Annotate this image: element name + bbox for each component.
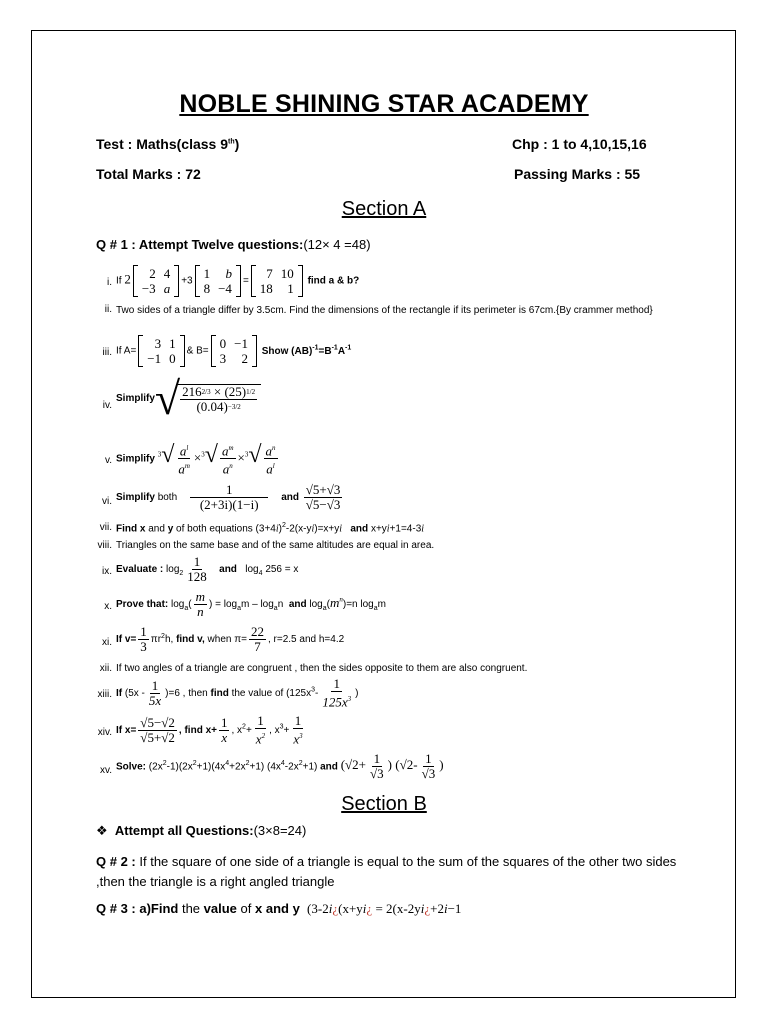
q-number: iii. xyxy=(102,347,112,358)
question-viii: Triangles on the same base and of the same altitudes are equal in area. xyxy=(116,540,435,551)
question-iii: If A= 3 1 −1 0 & B= 0 −1 3 2 Show $(AB)^{-1}=B^{-1}A^{-1}$ xyxy=(116,336,352,366)
q-number: vi. xyxy=(102,496,112,507)
matrix-3: 7 10 18 1 xyxy=(251,265,303,297)
q-number: xiv. xyxy=(97,727,112,738)
question-vi: Simplify both $\frac{1}{(2+3i)(1-i)}$ and $\frac{√5+√3}{√5-√3}$ xyxy=(116,482,341,512)
question-3: Q # 3 : a)Find the value of x and y (3-2i¿(x+yi¿ = 2(x-2yi¿+2i−1 xyxy=(96,901,462,916)
question-xi: If v= $\frac{1}{3}$ $\pi r^2h$, find v, when π= $\frac{22}{7}$ , r=2.5 and h=4.2 xyxy=(116,624,345,654)
q-number: ix. xyxy=(102,566,112,577)
q-number: v. xyxy=(104,455,112,466)
test-info: Test : Maths(class 9th) xyxy=(96,136,240,152)
q-number: x. xyxy=(104,601,112,612)
matrix-1: 2 4 −3 a xyxy=(133,265,179,297)
section-b-title: Section B xyxy=(341,793,427,815)
q-number: xi. xyxy=(102,637,112,648)
question-xii: If two angles of a triangle are congruent , then the sides opposite to them are also congruent. xyxy=(116,663,528,674)
total-marks: Total Marks : 72 xyxy=(96,166,201,182)
q-number: iv. xyxy=(102,400,112,411)
matrix-2: 1 b 8 −4 xyxy=(195,265,241,297)
question-ii: Two sides of a triangle differ by 3.5cm. Find the dimensions of the rectangle if its perimeter is 67cm.{By crammer method} xyxy=(116,305,653,316)
question-vii: Find x and y of both equations $(3+4i)^2-2(x-yi)=x+yi$ and x+yi+1=4-3i xyxy=(116,522,425,535)
question-2: Q # 2 : If the square of one side of a triangle is equal to the sum of the squares of the other two sides ,then the triangle is a right angled triangle xyxy=(96,854,677,889)
q-number: viii. xyxy=(97,540,112,551)
page-title: NOBLE SHINING STAR ACADEMY xyxy=(179,90,589,118)
q-number: vii. xyxy=(99,522,112,533)
bullet-icon: ❖ xyxy=(96,823,108,838)
question-x: Prove that: $\log_a$( $\frac{m}{n}$ ) = $\log_am - \log_an$ and $\log_a(m^n)=n$ $\log_am$ xyxy=(116,589,386,619)
question-ix: Evaluate : $\log_2$ $\frac{1}{128}$ and $\log_4 256 = x$ xyxy=(116,554,299,584)
simplify-fraction: $\frac{216^{2/3} \times (25)^{1/2}}{(0.04)^{-3/2}}$ xyxy=(182,383,256,414)
q-number: xii. xyxy=(99,663,112,674)
q1-heading: Q # 1 : Attempt Twelve questions:(12× 4 =48) xyxy=(96,237,371,252)
question-xiii: If (5x - $\frac{1}{5x}$ )=6 , then find the value of ($125x^3-$ $\frac{1}{125x^3}$ ) xyxy=(116,676,359,710)
question-v: Simplify $^3$√ $\frac{a^l}{a^m}$ ×$^3$√ $\frac{a^m}{a^n}$ ×$^3$√ $\frac{a^n}{a^l}$ xyxy=(116,441,276,477)
question-i: If 2 2 4 −3 a +3 1 b 8 −4 = 7 10 18 1 find a & b? xyxy=(116,266,360,296)
q-number: xv. xyxy=(99,765,112,776)
question-xiv: If x= $\frac{√5-√2}{√5+√2}$ , find x+ $\frac{1}{x}$ , $x^2+$ $\frac{1}{x^2}$ , $x^3+$ $\frac{1}{x^3}$ xyxy=(116,713,303,747)
question-iv: Simplify√ $\frac{216^{2/3} \times (25)^{1/2}}{(0.04)^{-3/2}}$ xyxy=(116,372,261,425)
attempt-all-heading: ❖ Attempt all Questions:(3×8=24) xyxy=(96,823,307,838)
question-xv: Solve: $(2x^2-1)(2x^2+1)(4x^4+2x^2+1)$ $(4x^4-2x^2+1)$ and (√2+ $\frac{1}{√3}$ ) (√2- $\frac{1}{√3}$ ) xyxy=(116,751,444,781)
q-number: xiii. xyxy=(97,689,112,700)
q-number: i. xyxy=(107,277,112,288)
chapters-info: Chp : 1 to 4,10,15,16 xyxy=(512,136,647,152)
section-a-title: Section A xyxy=(341,198,427,220)
matrix-b: 0 −1 3 2 xyxy=(211,335,257,367)
passing-marks: Passing Marks : 55 xyxy=(514,166,641,182)
radical-sign: √ xyxy=(154,373,181,424)
q-number: ii. xyxy=(104,304,112,315)
matrix-a: 3 1 −1 0 xyxy=(138,335,184,367)
